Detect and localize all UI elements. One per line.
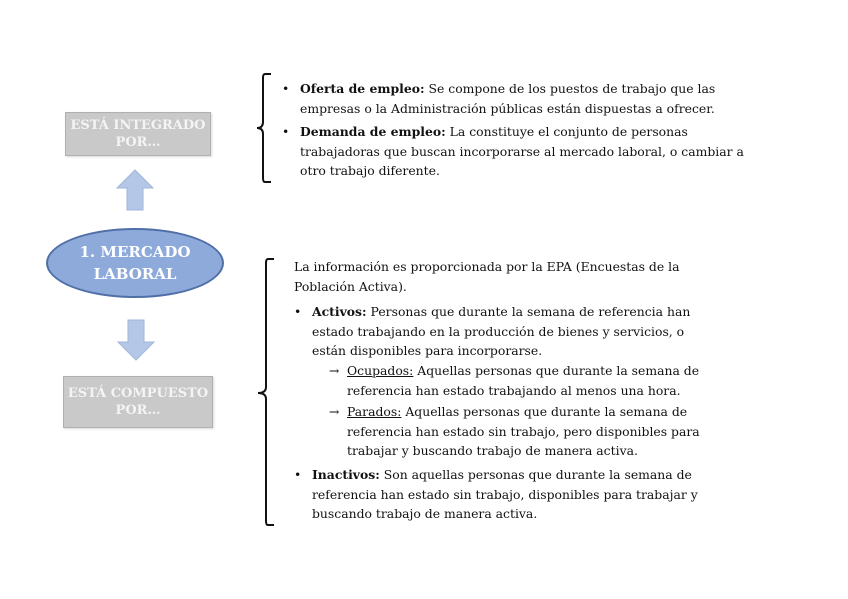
- parados-text: Aquellas personas que durante la semana de referencia han estado sin trabajo, pero disponibles para trabajar y buscando trabajo de manera activa.: [347, 404, 700, 459]
- ocupados-text: Aquellas personas que durante la semana de referencia han estado trabajando al menos una hora.: [347, 362, 700, 398]
- bullet-term: Oferta de empleo:: [300, 81, 425, 96]
- composed-box-line1: ESTÁ COMPUESTO: [67, 386, 209, 401]
- sub-item-ocupados: [329, 361, 714, 400]
- bullet-text: La constituye el conjunto de personas trabajadoras que buscan incorporarse al mercado laboral, o cambiar a otro trabajo diferente.: [300, 124, 744, 179]
- activos-term: Activos:: [312, 304, 367, 320]
- integrated-box-line1: ESTÁ INTEGRADO: [70, 118, 206, 133]
- list-item: [294, 465, 714, 524]
- top-brace-icon: [255, 72, 275, 184]
- activos-sublist: [312, 361, 714, 461]
- parados-term: Parados:: [347, 404, 402, 420]
- population-section: [294, 257, 714, 526]
- arrow-right-icon: →: [329, 404, 340, 420]
- composed-box-line2: POR…: [115, 403, 161, 418]
- composed-of-box: [63, 376, 213, 428]
- integrated-by-box: [65, 112, 211, 156]
- bullet: •: [282, 124, 290, 140]
- bullet: •: [294, 466, 302, 482]
- labor-market-ellipse: [46, 228, 224, 298]
- supply-demand-section: [282, 79, 762, 181]
- ellipse-line2: LABORAL: [93, 265, 177, 283]
- down-arrow-icon: [116, 318, 156, 362]
- bullet: •: [282, 81, 290, 96]
- ocupados-term: Ocupados:: [347, 362, 414, 378]
- list-item: [282, 122, 762, 181]
- ellipse-line1: 1. MERCADO: [79, 243, 191, 261]
- bottom-brace-icon: [256, 257, 278, 527]
- inactivos-term: Inactivos:: [312, 466, 380, 482]
- activos-text: Personas que durante la semana de referencia han estado trabajando en la producción de bienes y servicios, o están disponibles para incorporarse.: [312, 304, 691, 359]
- bullet-term: Demanda de empleo:: [300, 124, 446, 140]
- list-item: [282, 79, 762, 118]
- sub-item-parados: [329, 402, 714, 461]
- epa-intro: La información es proporcionada por la EPA (Encuestas de la Población Activa).: [294, 259, 680, 294]
- list-item: [294, 302, 714, 461]
- bullet: •: [294, 304, 302, 320]
- arrow-right-icon: →: [329, 362, 340, 378]
- integrated-box-line2: POR…: [115, 135, 161, 150]
- up-arrow-icon: [115, 168, 155, 212]
- inactivos-text: Son aquellas personas que durante la semana de referencia han estado sin trabajo, disponibles para trabajar y buscando trabajo de manera activa.: [312, 466, 698, 522]
- bullet-text: Se compone de los puestos de trabajo que las empresas o la Administración públicas están dispuestas a ofrecer.: [300, 81, 716, 116]
